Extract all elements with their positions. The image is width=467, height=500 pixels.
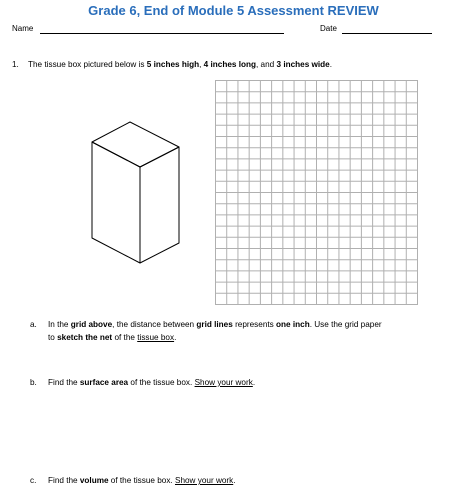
text: In the bbox=[48, 320, 71, 329]
name-line bbox=[40, 33, 284, 34]
text: to bbox=[48, 333, 58, 342]
bold-text: grid lines bbox=[196, 320, 233, 329]
question-text: The tissue box pictured below is bbox=[28, 60, 147, 69]
width-value: 3 inches wide bbox=[276, 60, 330, 69]
part-label: b. bbox=[30, 378, 37, 387]
part-label: a. bbox=[30, 320, 37, 329]
tissue-box-figure bbox=[86, 120, 186, 270]
text: , the distance between bbox=[112, 320, 197, 329]
bold-text: grid above bbox=[70, 320, 113, 329]
height-value: 5 inches high bbox=[146, 60, 200, 69]
date-line bbox=[342, 33, 432, 34]
bold-text: one inch bbox=[276, 320, 310, 329]
length-value: 4 inches long bbox=[203, 60, 256, 69]
page-title: Grade 6, End of Module 5 Assessment REVIEW bbox=[88, 3, 379, 18]
underlined-text: tissue box bbox=[137, 333, 175, 342]
box-top-face bbox=[92, 122, 179, 167]
part-a-text bbox=[48, 318, 448, 344]
box-front-face bbox=[92, 142, 140, 263]
question-sep: , bbox=[199, 60, 204, 69]
question-number: 1. bbox=[12, 60, 19, 69]
text: represents bbox=[232, 320, 277, 329]
text: of the bbox=[112, 333, 138, 342]
part-c-text bbox=[48, 474, 448, 487]
text: of the tissue box. bbox=[128, 378, 195, 387]
text: . bbox=[174, 333, 177, 342]
question-end: . bbox=[329, 60, 333, 69]
text: . Use the grid paper bbox=[309, 320, 382, 329]
text: . bbox=[252, 378, 256, 387]
text: of the tissue box. bbox=[108, 476, 175, 485]
text: . bbox=[233, 476, 236, 485]
bold-text: sketch the net bbox=[57, 333, 113, 342]
box-side-face bbox=[140, 147, 179, 263]
question-sep: , and bbox=[256, 60, 277, 69]
underlined-text: Show your work bbox=[174, 476, 234, 485]
text: Find the bbox=[48, 378, 80, 387]
bold-text: volume bbox=[79, 476, 109, 485]
name-label: Name bbox=[12, 24, 34, 33]
date-label: Date bbox=[320, 24, 337, 33]
question-1 bbox=[12, 60, 332, 69]
underlined-text: Show your work bbox=[194, 378, 253, 387]
text: Find the bbox=[48, 476, 80, 485]
part-label: c. bbox=[30, 476, 37, 485]
bold-text: surface area bbox=[79, 378, 129, 387]
part-b-text bbox=[48, 376, 448, 389]
grid-paper bbox=[215, 80, 418, 305]
